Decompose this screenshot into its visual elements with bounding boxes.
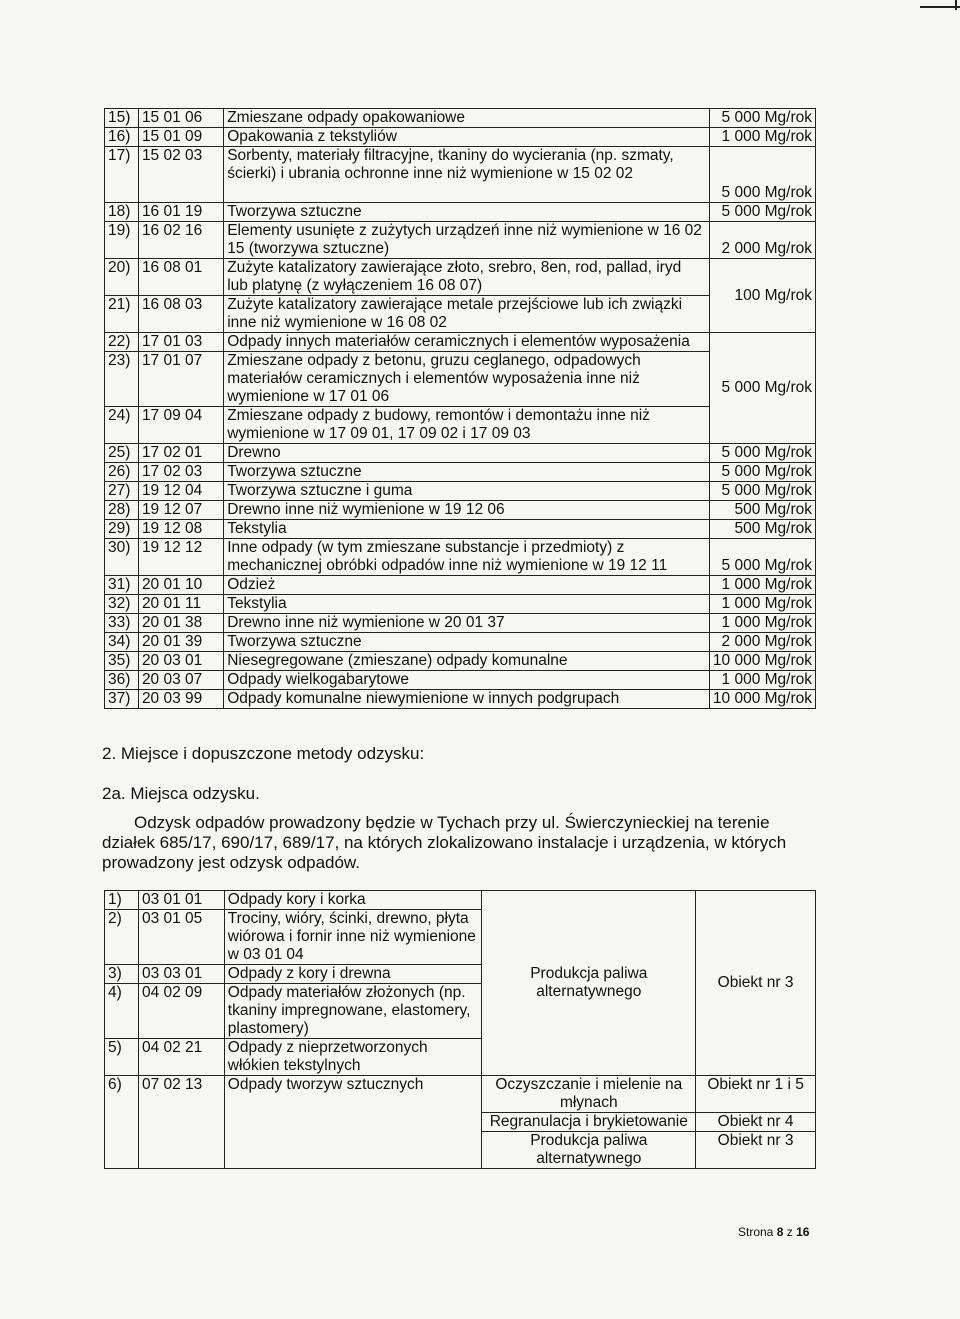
annual-amount: 2 000 Mg/rok — [709, 222, 815, 259]
waste-name: Tekstylia — [224, 595, 710, 614]
waste-code: 16 01 19 — [138, 203, 223, 222]
waste-name: Elementy usunięte z zużytych urządzeń inne niż wymienione w 16 02 15 (tworzywa sztuczne) — [224, 222, 710, 259]
waste-name: Tworzywa sztuczne — [224, 203, 710, 222]
waste-name: Drewno inne niż wymienione w 19 12 06 — [224, 501, 710, 520]
section-2-heading: 2. Miejsce i dopuszczone metody odzysku: — [102, 744, 425, 763]
row-number: 34) — [105, 633, 139, 652]
annual-amount: 1 000 Mg/rok — [709, 576, 815, 595]
waste-name: Drewno — [224, 444, 710, 463]
waste-name: Niesegregowane (zmieszane) odpady komunalne — [224, 652, 710, 671]
page-label: Strona — [738, 1225, 777, 1239]
row-number: 5) — [105, 1039, 139, 1076]
waste-code: 17 01 07 — [138, 352, 223, 407]
annual-amount: 5 000 Mg/rok — [709, 482, 815, 501]
waste-code: 20 01 38 — [138, 614, 223, 633]
recovery-object: Obiekt nr 1 i 5 — [696, 1076, 816, 1113]
row-number: 31) — [105, 576, 139, 595]
waste-code: 03 01 05 — [138, 910, 224, 965]
row-number: 24) — [105, 407, 139, 444]
waste-name: Odpady kory i korka — [224, 891, 482, 910]
row-number: 23) — [105, 352, 139, 407]
table-row — [105, 576, 816, 595]
annual-amount: 2 000 Mg/rok — [709, 633, 815, 652]
waste-codes-table — [104, 108, 816, 709]
waste-code: 20 03 99 — [138, 690, 223, 709]
waste-name: Zmieszane odpady opakowaniowe — [224, 109, 710, 128]
row-number: 15) — [105, 109, 139, 128]
annual-amount: 5 000 Mg/rok — [709, 147, 815, 203]
waste-name: Zmieszane odpady z betonu, gruzu ceglanego, odpadowych materiałów ceramicznych i elementów wyposażenia inne niż wymienione w 17 01 06 — [224, 352, 710, 407]
annual-amount: 500 Mg/rok — [709, 501, 815, 520]
table-row — [105, 203, 816, 222]
row-number: 3) — [105, 965, 139, 984]
row-number: 17) — [105, 147, 139, 203]
waste-code: 03 01 01 — [138, 891, 224, 910]
table-row — [105, 147, 816, 203]
waste-code: 17 01 03 — [138, 333, 223, 352]
row-number: 21) — [105, 296, 139, 333]
table-row — [105, 891, 816, 910]
row-number: 22) — [105, 333, 139, 352]
row-number: 19) — [105, 222, 139, 259]
annual-amount: 10 000 Mg/rok — [709, 652, 815, 671]
table-row — [105, 296, 816, 333]
waste-code: 04 02 09 — [138, 984, 224, 1039]
row-number: 20) — [105, 259, 139, 296]
waste-name: Odpady innych materiałów ceramicznych i elementów wyposażenia — [224, 333, 710, 352]
table-row — [105, 501, 816, 520]
row-number: 33) — [105, 614, 139, 633]
row-number: 18) — [105, 203, 139, 222]
table-row — [105, 128, 816, 147]
row-number: 16) — [105, 128, 139, 147]
waste-code: 20 01 39 — [138, 633, 223, 652]
waste-code: 19 12 12 — [138, 539, 223, 576]
table-row — [105, 109, 816, 128]
waste-code: 17 02 03 — [138, 463, 223, 482]
row-number: 35) — [105, 652, 139, 671]
recovery-process: Produkcja paliwa alternatywnego — [482, 891, 696, 1076]
waste-code: 16 08 01 — [138, 259, 223, 296]
table-row — [105, 259, 816, 296]
annual-amount: 1 000 Mg/rok — [709, 595, 815, 614]
table-row — [105, 690, 816, 709]
waste-name: Drewno inne niż wymienione w 20 01 37 — [224, 614, 710, 633]
waste-name: Odpady materiałów złożonych (np. tkaniny impregnowane, elastomery, plastomery) — [224, 984, 482, 1039]
waste-code: 03 03 01 — [138, 965, 224, 984]
waste-code: 20 03 07 — [138, 671, 223, 690]
waste-code: 07 02 13 — [138, 1076, 224, 1169]
waste-code: 15 01 06 — [138, 109, 223, 128]
waste-name: Odpady komunalne niewymienione w innych podgrupach — [224, 690, 710, 709]
table-row — [105, 222, 816, 259]
page-separator: z — [783, 1225, 797, 1239]
annual-amount: 1 000 Mg/rok — [709, 614, 815, 633]
table-row — [105, 633, 816, 652]
waste-name: Inne odpady (w tym zmieszane substancje i przedmioty) z mechanicznej obróbki odpadów inne niż wymienione w 19 12 11 — [224, 539, 710, 576]
waste-code: 19 12 04 — [138, 482, 223, 501]
table-row — [105, 444, 816, 463]
recovery-sites-table — [104, 890, 816, 1169]
total-pages: 16 — [796, 1225, 810, 1239]
section-2a-heading: 2a. Miejsca odzysku. — [102, 784, 260, 803]
edge-mark — [955, 0, 957, 10]
table-row — [105, 333, 816, 352]
table-row — [105, 482, 816, 501]
waste-code: 04 02 21 — [138, 1039, 224, 1076]
row-number: 4) — [105, 984, 139, 1039]
annual-amount: 1 000 Mg/rok — [709, 671, 815, 690]
table-row — [105, 352, 816, 407]
waste-name: Zmieszane odpady z budowy, remontów i demontażu inne niż wymienione w 17 09 01, 17 09 02 i 17 09 03 — [224, 407, 710, 444]
waste-name: Odpady z nieprzetworzonych włókien tekstylnych — [224, 1039, 482, 1076]
waste-code: 15 01 09 — [138, 128, 223, 147]
annual-amount: 5 000 Mg/rok — [709, 203, 815, 222]
recovery-process: Produkcja paliwa alternatywnego — [482, 1132, 696, 1169]
row-number: 1) — [105, 891, 139, 910]
table-row — [105, 1076, 816, 1113]
table-row — [105, 614, 816, 633]
waste-code: 15 02 03 — [138, 147, 223, 203]
waste-name: Opakowania z tekstyliów — [224, 128, 710, 147]
row-number: 25) — [105, 444, 139, 463]
table-row — [105, 407, 816, 444]
recovery-object: Obiekt nr 3 — [696, 1132, 816, 1169]
annual-amount: 5 000 Mg/rok — [709, 463, 815, 482]
waste-name: Sorbenty, materiały filtracyjne, tkaniny do wycierania (np. szmaty, ścierki) i ubrania ochronne inne niż wymienione w 15 02 02 — [224, 147, 710, 203]
annual-amount: 5 000 Mg/rok — [709, 109, 815, 128]
row-number: 30) — [105, 539, 139, 576]
waste-name: Zużyte katalizatory zawierające złoto, srebro, 8en, rod, pallad, iryd lub platynę (z wyłączeniem 16 08 07) — [224, 259, 710, 296]
row-number: 27) — [105, 482, 139, 501]
row-number: 28) — [105, 501, 139, 520]
recovery-object: Obiekt nr 4 — [696, 1113, 816, 1132]
current-page: 8 — [776, 1225, 784, 1239]
table-row — [105, 671, 816, 690]
waste-name: Odpady tworzyw sztucznych — [224, 1076, 482, 1169]
table-row — [105, 520, 816, 539]
table-row — [105, 539, 816, 576]
waste-name: Tworzywa sztuczne — [224, 633, 710, 652]
waste-name: Tworzywa sztuczne — [224, 463, 710, 482]
annual-amount: 5 000 Mg/rok — [709, 539, 815, 576]
row-number: 37) — [105, 690, 139, 709]
row-number: 36) — [105, 671, 139, 690]
waste-name: Tekstylia — [224, 520, 710, 539]
table-row — [105, 652, 816, 671]
row-number: 32) — [105, 595, 139, 614]
page-number — [738, 1225, 809, 1239]
waste-code: 20 01 11 — [138, 595, 223, 614]
row-number: 26) — [105, 463, 139, 482]
row-number: 6) — [105, 1076, 139, 1169]
waste-code: 19 12 08 — [138, 520, 223, 539]
waste-name: Odpady wielkogabarytowe — [224, 671, 710, 690]
waste-code: 17 02 01 — [138, 444, 223, 463]
annual-amount: 5 000 Mg/rok — [709, 444, 815, 463]
recovery-object: Obiekt nr 3 — [696, 891, 816, 1076]
row-number: 29) — [105, 520, 139, 539]
waste-code: 17 09 04 — [138, 407, 223, 444]
waste-name: Odzież — [224, 576, 710, 595]
waste-name: Tworzywa sztuczne i guma — [224, 482, 710, 501]
waste-code: 20 01 10 — [138, 576, 223, 595]
table-row — [105, 595, 816, 614]
waste-code: 20 03 01 — [138, 652, 223, 671]
waste-name: Zużyte katalizatory zawierające metale przejściowe lub ich związki inne niż wymienione w 16 08 02 — [224, 296, 710, 333]
recovery-process: Regranulacja i brykietowanie — [482, 1113, 696, 1132]
edge-rule — [920, 6, 960, 8]
table-row — [105, 463, 816, 482]
waste-code: 16 08 03 — [138, 296, 223, 333]
recovery-process: Oczyszczanie i mielenie na młynach — [482, 1076, 696, 1113]
waste-name: Trociny, wióry, ścinki, drewno, płyta wiórowa i fornir inne niż wymienione w 03 01 04 — [224, 910, 482, 965]
annual-amount: 500 Mg/rok — [709, 520, 815, 539]
section-2a-paragraph: Odzysk odpadów prowadzony będzie w Tychach przy ul. Świerczynieckiej na terenie działek 685/17, 690/17, 689/17, na których zlokalizowano instalacje i urządzenia, w których prowadzony jest odzysk odpadów. — [102, 813, 787, 872]
annual-amount: 100 Mg/rok — [709, 259, 815, 333]
annual-amount: 10 000 Mg/rok — [709, 690, 815, 709]
annual-amount: 5 000 Mg/rok — [709, 333, 815, 444]
waste-name: Odpady z kory i drewna — [224, 965, 482, 984]
row-number: 2) — [105, 910, 139, 965]
waste-code: 16 02 16 — [138, 222, 223, 259]
annual-amount: 1 000 Mg/rok — [709, 128, 815, 147]
waste-code: 19 12 07 — [138, 501, 223, 520]
